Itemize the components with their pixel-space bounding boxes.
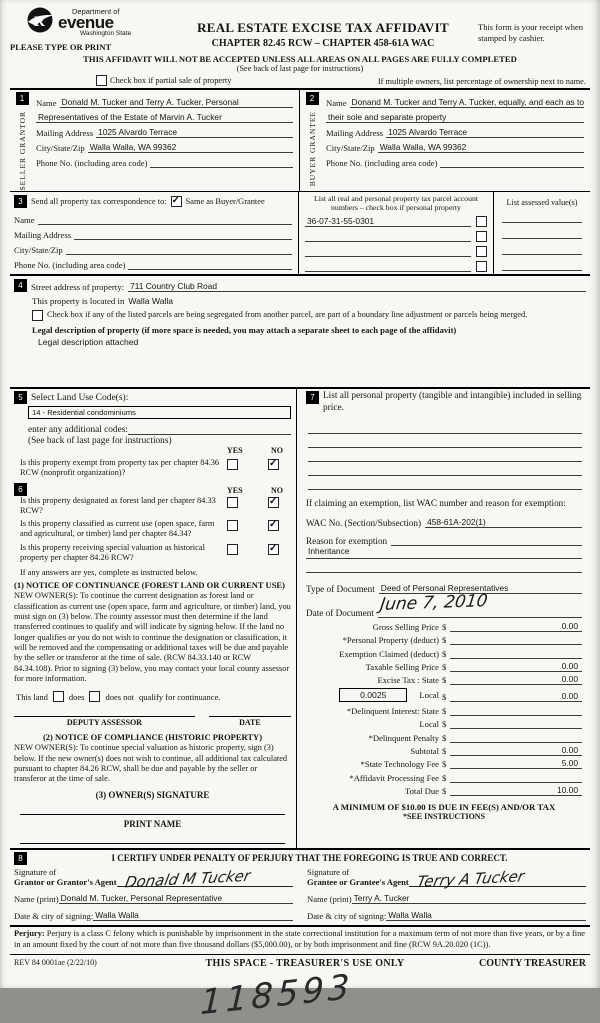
current-use-question: Is this property classified as current use (open space, farm and agricultural, or timber) land per chapter 84.34? bbox=[20, 519, 215, 539]
type-or-print-label: PLEASE TYPE OR PRINT bbox=[10, 42, 112, 52]
form-chapter: CHAPTER 82.45 RCW – CHAPTER 458-61A WAC bbox=[211, 38, 435, 49]
fee-label: Local bbox=[419, 719, 439, 730]
yes-header: YES bbox=[227, 485, 243, 495]
notice-compliance-title: (2) NOTICE OF COMPLIANCE (HISTORIC PROPERTY) bbox=[42, 732, 263, 743]
dollar-sign: $ bbox=[442, 772, 447, 783]
local-rate-box: 0.0025 bbox=[339, 688, 407, 702]
seller-city-label: City/State/Zip bbox=[36, 143, 85, 153]
does-not-label: does not bbox=[105, 691, 135, 702]
qualify-label: qualify for continuance. bbox=[139, 691, 221, 702]
treasurer-stamp-number: 118593 bbox=[199, 966, 355, 1023]
send-correspondence-label: Send all property tax correspondence to: bbox=[31, 197, 167, 206]
perjury-text: Perjury is a class C felony which is punishable by imprisonment in the state correctional institution for a maximum term of not more than five years, or by a fine in an amount fixed by the court of not more than five thousand dollars ($5,000.00), or by both imprisonment and fine (RCW 9A.20.020 (1C)). bbox=[14, 929, 585, 950]
signature-of-label: Signature of bbox=[307, 866, 350, 877]
exemption-claim-label: If claiming an exemption, list WAC number and reason for exemption: bbox=[306, 498, 566, 509]
fee-label: Gross Selling Price bbox=[372, 621, 439, 632]
certify-statement: I CERTIFY UNDER PENALTY OF PERJURY THAT THE FOREGOING IS TRUE AND CORRECT. bbox=[111, 853, 508, 864]
fee-label: *State Technology Fee bbox=[360, 759, 439, 770]
seller-city-value[interactable]: Walla Walla, WA 99362 bbox=[88, 142, 293, 153]
dollar-sign: $ bbox=[442, 759, 447, 770]
see-instructions-note: *SEE INSTRUCTIONS bbox=[402, 812, 486, 822]
buyer-name-label: Name bbox=[326, 98, 347, 108]
grantee-date-city-value[interactable]: Walla Walla bbox=[386, 910, 586, 921]
fee-label: *Personal Property (deduct) bbox=[342, 635, 439, 646]
partial-sale-checkbox[interactable] bbox=[96, 75, 107, 86]
partial-sale-label: Check box if partial sale of property bbox=[110, 76, 232, 85]
buyer-mailing-value[interactable]: 1025 Alvardo Terrace bbox=[386, 127, 584, 138]
section-5-number: 5 bbox=[14, 391, 27, 404]
grantor-date-city-value[interactable]: Walla Walla bbox=[93, 910, 293, 921]
personal-property-line[interactable] bbox=[308, 420, 582, 434]
personal-property-line[interactable] bbox=[308, 434, 582, 448]
multiple-owners-note: If multiple owners, list percentage of ownership next to name. bbox=[377, 77, 586, 86]
segregated-checkbox[interactable] bbox=[32, 310, 43, 321]
buyer-phone-value[interactable] bbox=[440, 158, 584, 168]
dollar-sign: $ bbox=[442, 745, 447, 756]
fee-value[interactable] bbox=[450, 782, 582, 783]
parcel-header: List all real and personal property tax parcel account numbers – check box if personal property bbox=[313, 193, 479, 212]
type-of-document-value[interactable]: Deed of Personal Representatives bbox=[379, 583, 582, 594]
parcel-1-personal-checkbox[interactable] bbox=[476, 216, 487, 227]
dollar-sign: $ bbox=[442, 635, 447, 646]
located-label: This property is located in bbox=[32, 296, 125, 307]
section-8-number: 8 bbox=[14, 852, 27, 865]
perjury-paragraph bbox=[10, 925, 590, 955]
street-address-value[interactable]: 711 Country Club Road bbox=[128, 281, 586, 292]
seller-name-value-2[interactable]: Representatives of the Estate of Marvin A. Tucker bbox=[36, 112, 293, 123]
fee-value[interactable]: 5.00 bbox=[450, 758, 582, 769]
grantor-agent-label: Grantor or Grantor's Agent bbox=[14, 876, 117, 887]
section-6-number: 6 bbox=[14, 483, 27, 496]
forest-yes-checkbox[interactable] bbox=[227, 497, 238, 508]
name-print-label: Name (print) bbox=[14, 894, 59, 905]
corr-name-label: Name bbox=[14, 214, 35, 225]
assessed-value-line[interactable] bbox=[502, 239, 582, 255]
dollar-sign: $ bbox=[442, 732, 447, 743]
minimum-due-note: A MINIMUM OF $10.00 IS DUE IN FEE(S) AND/OR TAX bbox=[332, 802, 556, 813]
county-treasurer-label: COUNTY TREASURER bbox=[479, 957, 586, 969]
assessed-value-line[interactable] bbox=[502, 223, 582, 239]
parcel-2-personal-checkbox[interactable] bbox=[476, 231, 487, 242]
grantor-signature-value: Donald M Tucker bbox=[122, 866, 252, 892]
yes-header: YES bbox=[227, 446, 243, 456]
dollar-sign: $ bbox=[442, 719, 447, 730]
corr-phone-label: Phone No. (including area code) bbox=[14, 259, 126, 270]
personal-property-line[interactable] bbox=[308, 476, 582, 490]
dollar-sign: $ bbox=[442, 675, 447, 686]
parcel-number-value[interactable] bbox=[305, 262, 471, 272]
owners-signature-label: (3) OWNER(S) SIGNATURE bbox=[95, 789, 210, 800]
segregated-label: Check box if any of the listed parcels are being segregated from another parcel, are part of a boundary line adjustment or parcels being merged. bbox=[47, 310, 528, 320]
grantee-signature-block bbox=[307, 867, 586, 922]
buyer-name-value[interactable]: Donand M. Tucker and Terry A. Tucker, equally, and each as to bbox=[351, 97, 584, 107]
historical-question: Is this property receiving special valuation as historical property per chapter 84.26 RCW? bbox=[20, 542, 205, 562]
reason-line[interactable] bbox=[391, 536, 582, 546]
corr-name-value[interactable] bbox=[38, 215, 292, 225]
located-value[interactable]: Walla Walla bbox=[128, 296, 174, 307]
treasurer-use-label: THIS SPACE - TREASURER'S USE ONLY bbox=[205, 957, 405, 969]
fee-value[interactable]: 0.00 bbox=[450, 674, 582, 685]
grantor-signature-line[interactable] bbox=[117, 866, 293, 892]
current-use-no-checkbox[interactable] bbox=[268, 520, 279, 531]
fee-value[interactable] bbox=[450, 728, 582, 729]
name-print-label: Name (print) bbox=[307, 894, 352, 905]
type-of-document-label: Type of Document bbox=[306, 584, 375, 595]
reason-label: Reason for exemption bbox=[306, 536, 388, 547]
section-4-number: 4 bbox=[14, 279, 27, 292]
assessed-value-line[interactable] bbox=[502, 255, 582, 271]
section5-instructions: (See back of last page for instructions) bbox=[28, 436, 172, 447]
date-of-document-label: Date of Document bbox=[306, 608, 374, 619]
no-header: NO bbox=[271, 446, 283, 456]
seller-mailing-value[interactable]: 1025 Alvardo Terrace bbox=[96, 127, 293, 138]
deputy-assessor-label[interactable]: DEPUTY ASSESSOR bbox=[14, 716, 195, 727]
date-city-label: Date & city of signing: bbox=[14, 911, 94, 922]
fee-label: *Affidavit Processing Fee bbox=[349, 772, 439, 783]
section-3 bbox=[10, 192, 590, 277]
seller-phone-value[interactable] bbox=[150, 158, 293, 168]
corr-mailing-label: Mailing Address bbox=[14, 229, 72, 240]
fee-value[interactable] bbox=[450, 742, 582, 743]
legal-description-value[interactable]: Legal description attached bbox=[38, 337, 139, 348]
notice-compliance-body: NEW OWNER(S): To continue special valuation as historic property, sign (3) below. If the new owner(s) does not wish to continue, all additional tax calculated pursuant to chapter 84.26 RCW, shall be due and payable by the seller or transferor at the time of sale. bbox=[14, 743, 288, 784]
notice-continuance-title: (1) NOTICE OF CONTINUANCE (FOREST LAND OR CURRENT USE) bbox=[14, 580, 285, 591]
fee-label: 0.0025 Local bbox=[306, 688, 442, 702]
seller-mailing-label: Mailing Address bbox=[36, 128, 94, 138]
notice-continuance-body: NEW OWNER(S): To continue the current designation as forest land or classification as current use (open space, farm and agriculture, or timber) land, you must sign on (3) below. The county assessor must then determine if the land transferred continues to qualify and will indicate by signing below. If the land no longer qualifies or you do not wish to continue the designation or classification, it will be removed and the compensating or additional taxes will be due and payable by the seller or transferor at the time of sale. (RCW 84.33.140 or RCW 84.34.108). Prior to signing (3) below, you may contact your local county assessor for more information. bbox=[14, 591, 291, 683]
wac-label: WAC No. (Section/Subsection) bbox=[306, 518, 422, 529]
forest-no-checkbox[interactable] bbox=[268, 497, 279, 508]
additional-codes-value[interactable] bbox=[128, 425, 291, 435]
reason-extra-line[interactable] bbox=[306, 559, 582, 573]
fee-value[interactable]: 0.00 bbox=[450, 621, 582, 632]
print-name-label: PRINT NAME bbox=[123, 818, 182, 829]
seller-name-value[interactable]: Donald M. Tucker and Terry A. Tucker, Personal bbox=[60, 97, 293, 108]
parcel-number-value[interactable] bbox=[305, 247, 471, 257]
land-use-code-select[interactable]: 14 - Residential condominiums bbox=[28, 406, 291, 419]
same-as-buyer-checkbox[interactable] bbox=[171, 196, 182, 207]
this-land-label: This land bbox=[16, 691, 48, 702]
section-4 bbox=[10, 276, 590, 387]
land-use-label: Select Land Use Code(s): bbox=[31, 392, 129, 403]
buyer-phone-label: Phone No. (including area code) bbox=[326, 158, 438, 168]
fee-value[interactable]: 0.00 bbox=[450, 661, 582, 672]
parties-section bbox=[10, 88, 590, 192]
signature-of-label: Signature of bbox=[14, 866, 57, 877]
dollar-sign: $ bbox=[442, 661, 447, 672]
logo-block bbox=[10, 6, 168, 52]
seller-name-label: Name bbox=[36, 98, 57, 108]
grantee-signature-line[interactable] bbox=[409, 867, 586, 892]
personal-property-line[interactable] bbox=[308, 448, 582, 462]
date-city-label: Date & city of signing: bbox=[307, 911, 387, 922]
owners-signature-line[interactable] bbox=[20, 800, 285, 815]
see-back-note: (See back of last page for instructions) bbox=[236, 64, 364, 73]
fee-label: *Delinquent Interest: State bbox=[346, 705, 439, 716]
parcel-3-personal-checkbox[interactable] bbox=[476, 246, 487, 257]
fee-label: Exemption Claimed (deduct) bbox=[339, 648, 439, 659]
corr-city-label: City/State/Zip bbox=[14, 244, 63, 255]
fee-value[interactable] bbox=[450, 644, 582, 645]
receipt-note: This form is your receipt when stamped by cashier. bbox=[478, 22, 584, 43]
corr-city-value[interactable] bbox=[66, 245, 292, 255]
buyer-grantee-label: BUYER GRANTEE bbox=[307, 111, 317, 187]
answers-yes-note: If any answers are yes, complete as instructed below. bbox=[20, 568, 198, 578]
no-header: NO bbox=[271, 485, 283, 495]
additional-codes-label: enter any additional codes: bbox=[28, 425, 128, 436]
exempt-question: Is this property exempt from property tax per chapter 84.36 RCW (nonprofit organization)? bbox=[20, 458, 220, 478]
land-does-not-checkbox[interactable] bbox=[89, 691, 100, 702]
grantor-name-print-value[interactable]: Donald M. Tucker, Personal Representative bbox=[59, 893, 293, 904]
dollar-sign: $ bbox=[442, 621, 447, 632]
historical-yes-checkbox[interactable] bbox=[227, 544, 238, 555]
grantee-agent-label: Grantee or Grantee's Agent bbox=[307, 876, 409, 887]
print-name-line[interactable] bbox=[20, 829, 285, 844]
reason-value[interactable]: Inheritance bbox=[306, 546, 582, 559]
fee-value[interactable] bbox=[450, 715, 582, 716]
grantee-signature-value: Terry A Tucker bbox=[415, 867, 526, 892]
fee-label: Subtotal bbox=[410, 745, 439, 756]
form-header bbox=[10, 6, 590, 52]
seller-grantor-label: SELLER GRANTOR bbox=[17, 111, 27, 191]
section-1-number: 1 bbox=[16, 92, 29, 105]
fee-value[interactable]: 0.00 bbox=[450, 745, 582, 756]
assessed-value-line[interactable] bbox=[502, 207, 582, 223]
exempt-yes-checkbox[interactable] bbox=[227, 459, 238, 470]
parcel-4-personal-checkbox[interactable] bbox=[476, 261, 487, 272]
forest-land-question: Is this property designated as forest land per chapter 84.33 RCW? bbox=[20, 495, 216, 515]
form-revision-number: REV 84 0001ae (2/22/10) bbox=[14, 957, 97, 967]
wac-value[interactable]: 458-61A-202(1) bbox=[425, 517, 582, 528]
dollar-sign: $ bbox=[442, 705, 447, 716]
land-does-checkbox[interactable] bbox=[53, 691, 64, 702]
revenue-logo-icon bbox=[26, 6, 56, 39]
dollar-sign: $ bbox=[442, 648, 447, 659]
logo-dept-text: Department of bbox=[72, 6, 120, 16]
section-7 bbox=[297, 389, 590, 847]
buyer-section bbox=[300, 90, 590, 191]
buyer-mailing-label: Mailing Address bbox=[326, 128, 384, 138]
deputy-date-label[interactable]: DATE bbox=[209, 716, 291, 727]
personal-property-line[interactable] bbox=[308, 462, 582, 476]
exempt-no-checkbox[interactable] bbox=[268, 459, 279, 470]
legal-description-label: Legal description of property (if more space is needed, you may attach a separate sheet to each page of the affidavit) bbox=[32, 325, 457, 336]
parcel-number-value[interactable] bbox=[305, 232, 471, 242]
historical-no-checkbox[interactable] bbox=[268, 544, 279, 555]
fee-value[interactable] bbox=[450, 658, 582, 659]
does-label: does bbox=[68, 691, 85, 702]
dollar-sign: $ bbox=[442, 692, 447, 703]
acceptance-warning: THIS AFFIDAVIT WILL NOT BE ACCEPTED UNLESS ALL AREAS ON ALL PAGES ARE FULLY COMPLETED bbox=[83, 54, 517, 64]
fee-value[interactable]: 0.00 bbox=[450, 691, 582, 702]
buyer-name-value-2[interactable]: their sole and separate property bbox=[326, 112, 584, 123]
section-5-6 bbox=[10, 389, 297, 847]
logo-state-text: Washington State bbox=[80, 30, 132, 37]
form-title: REAL ESTATE EXCISE TAX AFFIDAVIT bbox=[197, 20, 449, 35]
logo-revenue-text: evenue bbox=[58, 13, 114, 32]
parcel-number-value[interactable]: 36-07-31-55-0301 bbox=[305, 216, 471, 227]
street-address-label: Street address of property: bbox=[31, 282, 125, 293]
grantor-signature-block bbox=[14, 867, 293, 922]
assessed-values-header: List assessed value(s) bbox=[506, 197, 578, 207]
date-of-document-value[interactable]: June 7, 2010 bbox=[378, 597, 582, 618]
personal-property-label: List all personal property (tangible and intangible) included in selling price. bbox=[323, 391, 582, 413]
fee-label: Excise Tax : State bbox=[377, 675, 439, 686]
section-2-number: 2 bbox=[306, 92, 319, 105]
fee-label: *Delinquent Penalty bbox=[368, 732, 439, 743]
fee-value[interactable]: 10.00 bbox=[450, 785, 582, 796]
legal-description-blank-area[interactable] bbox=[14, 347, 586, 387]
grantee-name-print-value[interactable]: Terry A. Tucker bbox=[352, 893, 586, 904]
svg-text:R: R bbox=[34, 14, 45, 30]
section-3-number: 3 bbox=[14, 195, 27, 208]
perjury-bold: Perjury: bbox=[14, 929, 45, 939]
fee-label: Total Due bbox=[404, 786, 439, 797]
section-7-number: 7 bbox=[306, 391, 319, 404]
same-as-buyer-label: Same as Buyer/Grantee bbox=[185, 197, 265, 206]
seller-section bbox=[10, 90, 300, 191]
buyer-city-value[interactable]: Walla Walla, WA 99362 bbox=[378, 142, 584, 153]
seller-phone-label: Phone No. (including area code) bbox=[36, 158, 148, 168]
section-8 bbox=[10, 850, 590, 922]
current-use-yes-checkbox[interactable] bbox=[227, 520, 238, 531]
fee-label: Taxable Selling Price bbox=[365, 661, 439, 672]
corr-mailing-value[interactable] bbox=[74, 230, 292, 240]
corr-phone-value[interactable] bbox=[128, 260, 292, 270]
buyer-city-label: City/State/Zip bbox=[326, 143, 375, 153]
dollar-sign: $ bbox=[442, 786, 447, 797]
